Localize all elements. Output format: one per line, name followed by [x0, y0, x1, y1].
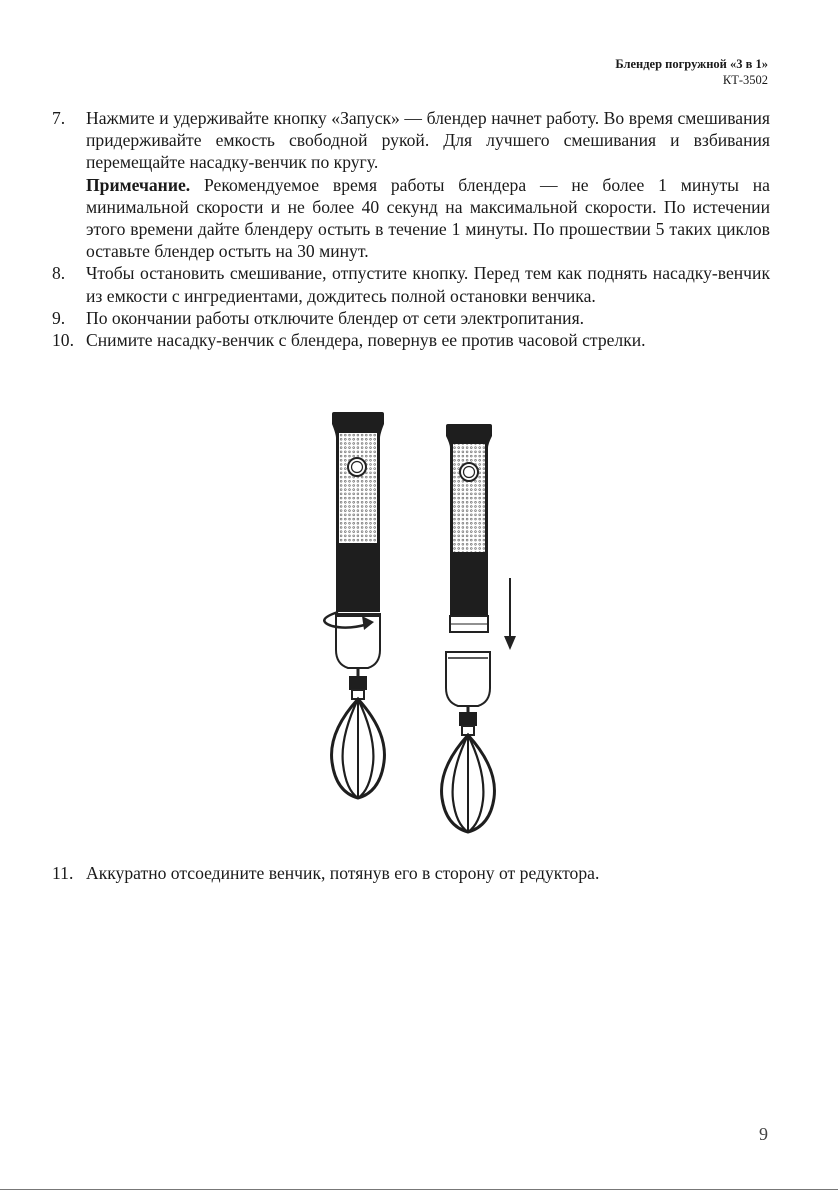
step-10 — [52, 329, 770, 351]
page-number: 9 — [759, 1124, 768, 1144]
header-title: Блендер погружной «3 в 1» — [615, 57, 768, 71]
whisk-right — [442, 735, 495, 832]
note-label: Примечание. — [86, 174, 191, 195]
step-text: Аккуратно отсоедините венчик, потянув его в сторону от редуктора. — [86, 863, 600, 883]
bottom-divider — [0, 1189, 838, 1190]
step-number: 11. — [52, 863, 74, 883]
step-number: 7. — [52, 108, 66, 128]
note-text: Рекомендуемое время работы блендера — не более 1 минуты на минимальной скорости и не более 40 секунд на максимальной скорости. По истечении этого времени дайте блендеру остыть в течение 1 минуты. По прошествии 5 таких циклов оставьте блендер остыть на 30 минут. — [86, 174, 770, 262]
step-text: Нажмите и удерживайте кнопку «Запуск» — блендер начнет работу. Во время смешивания придерживайте емкость свободной рукой. Для лучшего смешивания и взбивания перемещайте насадку-венчик по кругу. — [86, 108, 770, 173]
blender-illustration — [318, 412, 528, 834]
note-paragraph — [86, 174, 770, 263]
start-button-icon — [348, 458, 366, 476]
whisk-left — [332, 699, 385, 798]
step-11 — [52, 862, 770, 884]
instruction-list — [52, 107, 770, 351]
blender-right — [442, 424, 516, 832]
step-9 — [52, 307, 770, 329]
step-number: 10. — [52, 330, 74, 351]
step-text: По окончании работы отключите блендер от сети электропитания. — [86, 307, 585, 328]
start-button-icon — [460, 463, 478, 481]
header-model: КТ-3502 — [722, 73, 768, 87]
step-8 — [52, 262, 770, 306]
step-text: Снимите насадку-венчик с блендера, повернув ее против часовой стрелки. — [86, 330, 646, 351]
blender-left — [324, 412, 384, 798]
step-number: 8. — [52, 263, 66, 284]
step-7 — [52, 107, 770, 262]
step-text: Чтобы остановить смешивание, отпустите кнопку. Перед тем как поднять насадку-венчик из емкости с ингредиентами, дождитесь полной остановки венчика. — [86, 263, 770, 306]
page-header — [615, 56, 768, 88]
step-number: 9. — [52, 307, 66, 328]
